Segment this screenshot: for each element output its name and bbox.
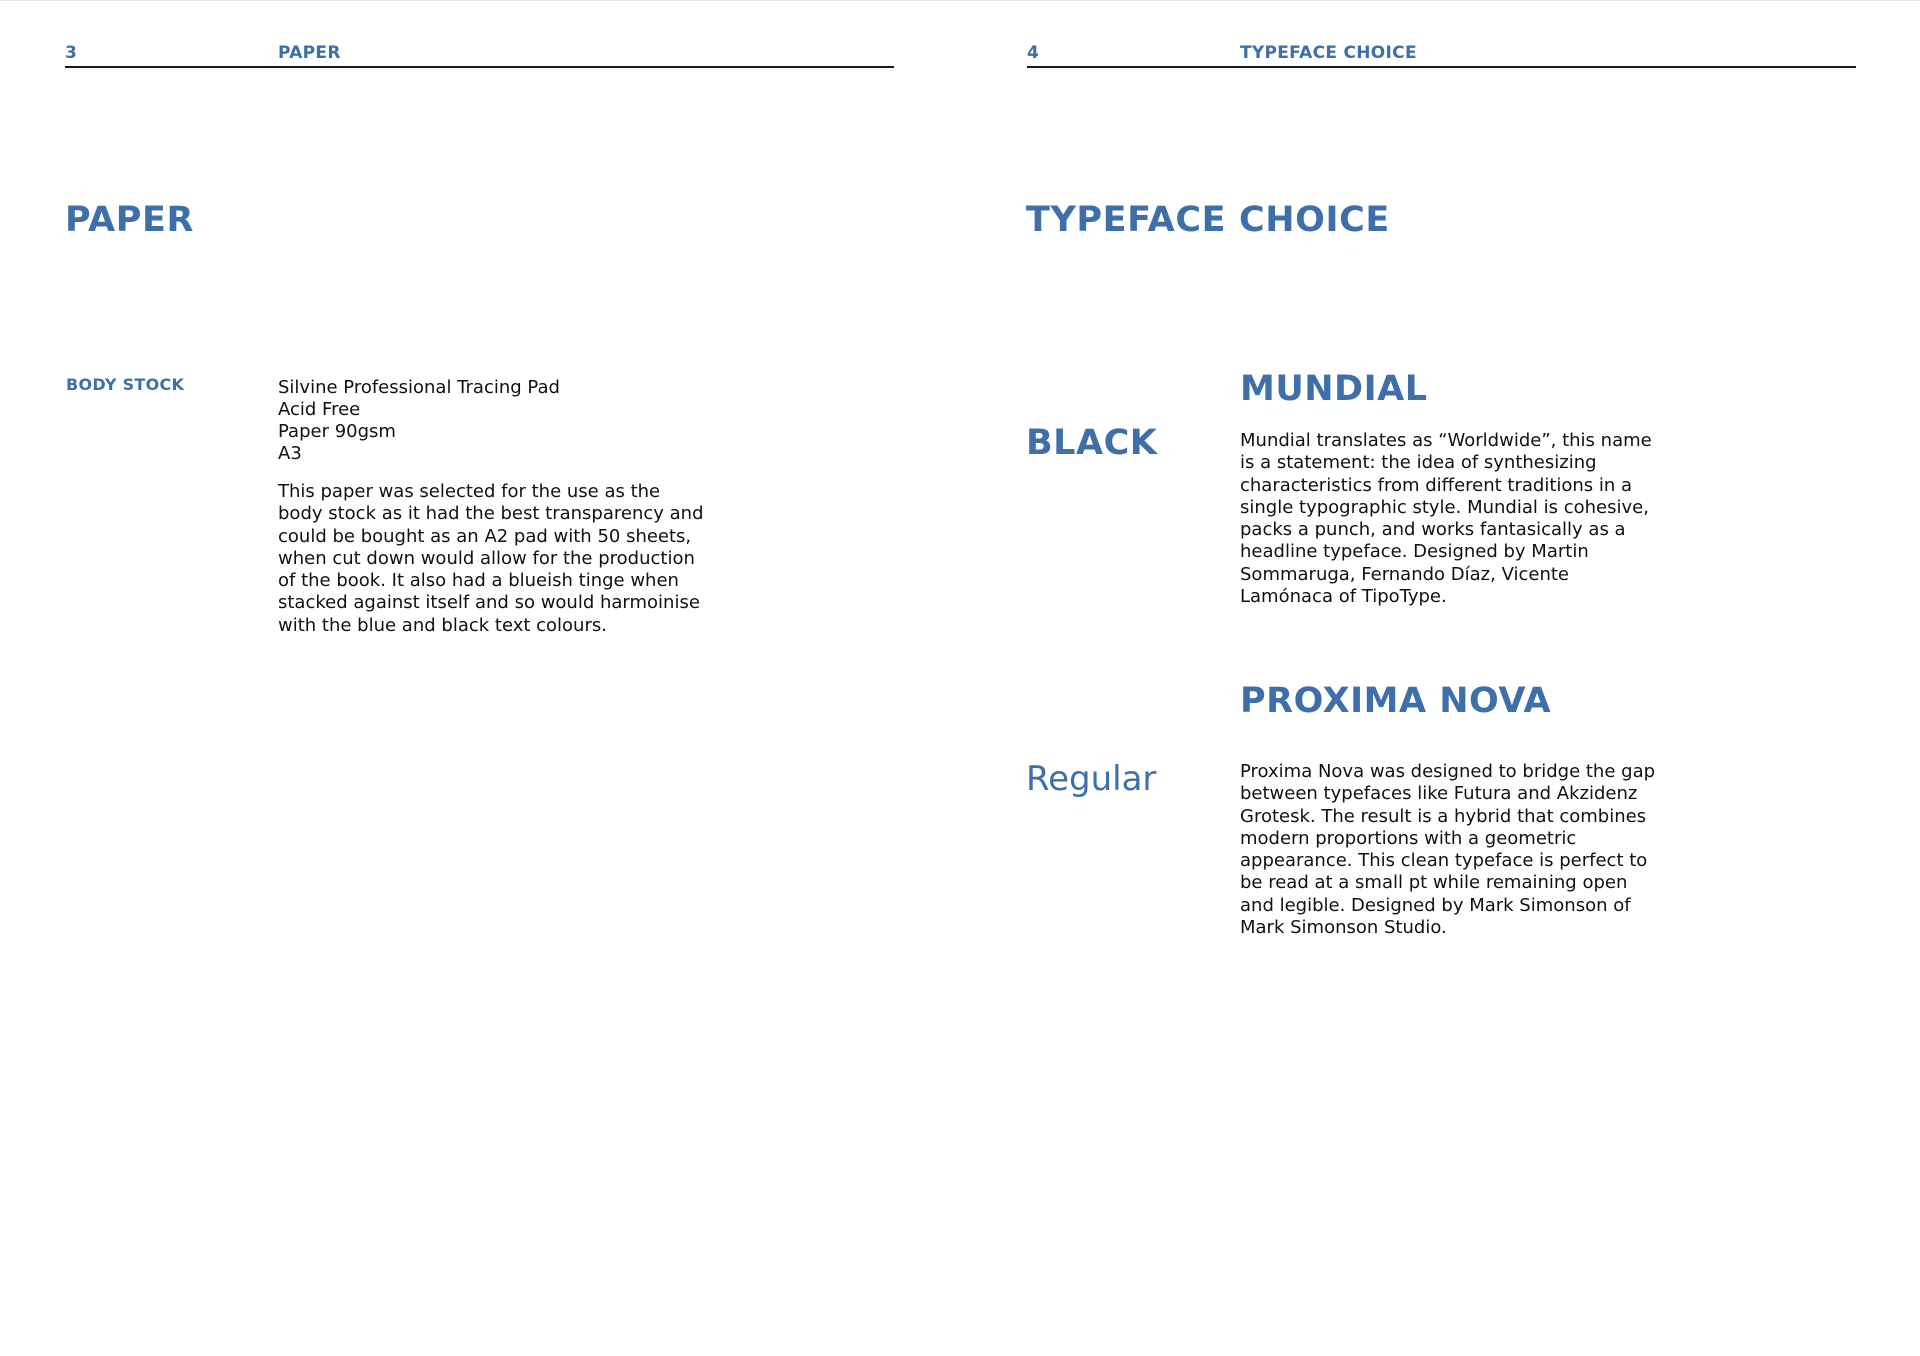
paper-spec-list [278,377,708,465]
page-number: 4 [1027,43,1040,63]
page-title: PAPER [65,200,195,240]
typeface-description-mundial: Mundial translates as “Worldwide”, this name is a statement: the idea of synthesizing characteristics from different traditions in a single typographic style. Mundial is cohesive, packs a punch, and works fantasically as a headline typeface. Designed by Martin Sommaruga, Fernando Díaz, Vicente Lamónaca of TipoType. [1240,430,1652,608]
running-header [1027,40,1856,68]
running-header-title: PAPER [278,43,341,63]
running-header [65,40,894,68]
paper-description: This paper was selected for the use as the body stock as it had the best transparency and could be bought as an A2 pad with 50 sheets, when cut down would allow for the production of the book. It also had a blueish tinge when stacked against itself and so would harmoinise with the blue and black text colours. [278,481,704,636]
spec-line: A3 [278,443,302,464]
page-4 [960,0,1920,1356]
spec-line: Paper 90gsm [278,421,396,442]
page-title: TYPEFACE CHOICE [1026,200,1390,240]
spec-line: Silvine Professional Tracing Pad [278,377,560,398]
typeface-description-proxima-nova: Proxima Nova was designed to bridge the gap between typefaces like Futura and Akzidenz Grotesk. The result is a hybrid that combines modern proportions with a geometric appearance. This clean typeface is perfect to be read at a small pt while remaining open and legible. Designed by Mark Simonson of Mark Simonson Studio. [1240,761,1656,939]
page-number: 3 [65,43,78,63]
typeface-name-proxima-nova: PROXIMA NOVA [1240,681,1552,721]
spec-line: Acid Free [278,399,361,420]
running-header-title: TYPEFACE CHOICE [1240,43,1417,63]
typeface-weight-black: BLACK [1026,423,1158,463]
typeface-weight-regular: Regular [1026,759,1157,799]
section-label-body-stock: BODY STOCK [66,375,185,394]
typeface-name-mundial: MUNDIAL [1240,369,1428,409]
